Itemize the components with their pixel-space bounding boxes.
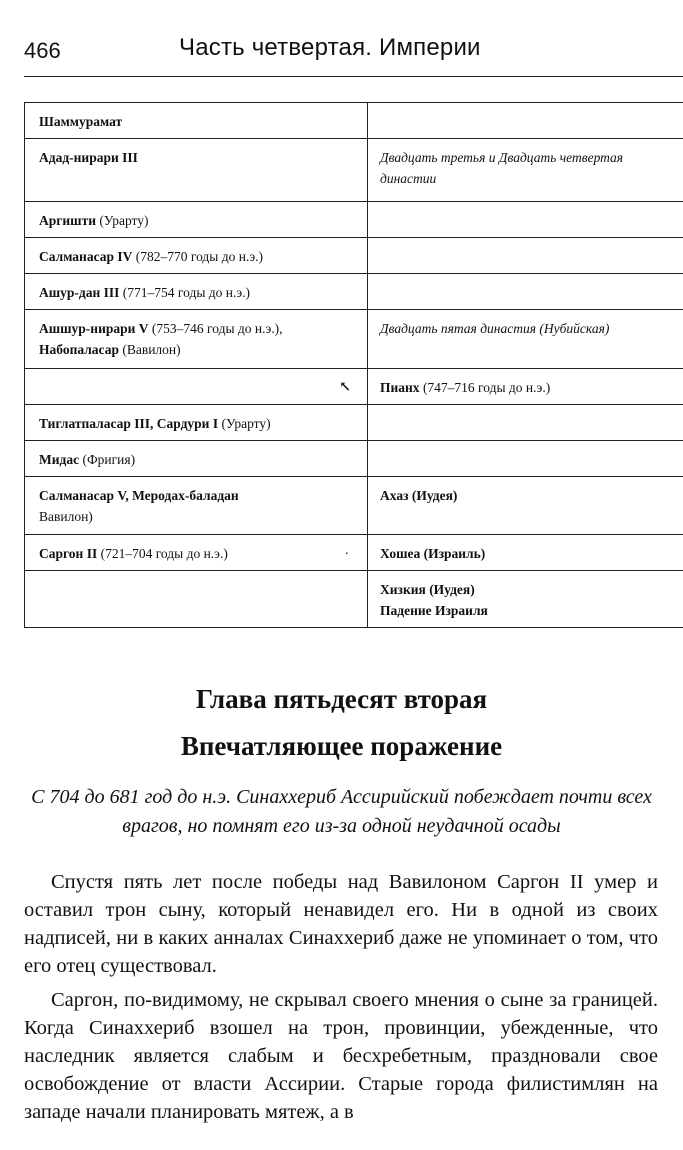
table-cell-left: Мидас (Фригия): [25, 441, 368, 477]
paragraph: Спустя пять лет после победы над Вавилоном Саргон II умер и оставил трон сыну, который ненавидел его. Ни в одной из своих надписей, ни в каких анналах Синаххериб даже не упоминает о том, что его отец существовал.: [24, 871, 658, 977]
page-header: [24, 30, 683, 77]
table-row: [25, 139, 683, 202]
table-cell-left: Ашшур-нирари V (753–746 годы до н.э.), Набопаласар (Вавилон): [25, 310, 368, 369]
table-row: [25, 441, 683, 477]
table-cell-right: [368, 441, 683, 477]
table-cell-left: [25, 369, 368, 405]
table-cell-left: Салманасар V, Меродах-баладан Вавилон): [25, 477, 368, 535]
table-row: [25, 571, 683, 628]
table-row: [25, 310, 683, 369]
paragraph: Саргон, по-видимому, не скрывал своего мнения о сыне за границей. Когда Синаххериб взошел на трон, провинции, убежденные, что наследник является слабым и бесхребетным, праздновали свое освобождение от власти Ассирии. Старые города филистимлян на западе начали планировать мятеж, а в: [24, 989, 658, 1123]
table-row: [25, 369, 683, 405]
dot-mark-icon: ·: [344, 546, 349, 561]
table-cell-right: Хошеа (Израиль): [368, 535, 683, 571]
table-cell-right: Двадцать пятая династия (Нубийская): [368, 310, 683, 369]
table-row: [25, 477, 683, 535]
table-cell-right: Пианх (747–716 годы до н.э.): [368, 369, 683, 405]
running-head: Часть четвертая. Империи: [179, 34, 481, 61]
table-row: [25, 274, 683, 310]
page-number: 466: [24, 38, 61, 63]
table-cell-right: [368, 405, 683, 441]
table-cell-left: Тиглатпаласар III, Сардури I (Урарту): [25, 405, 368, 441]
table-cell-left: Адад-нирари III: [25, 139, 368, 202]
table-row: [25, 405, 683, 441]
table-cell-left: Салманасар IV (782–770 годы до н.э.): [25, 238, 368, 274]
table-cell-left: Ашур-дан III (771–754 годы до н.э.): [25, 274, 368, 310]
table-cell-right: [368, 238, 683, 274]
table-cell-right: Хизкия (Иудея) Падение Израиля: [368, 571, 683, 628]
chapter-subtitle: С 704 до 681 год до н.э. Синаххериб Ассирийский побеждает почти всех врагов, но помнят его из-за одной неудачной осады: [31, 786, 652, 837]
table-cell-right: [368, 202, 683, 238]
table-cell-left: Шаммурамат: [25, 103, 368, 139]
table-row: [25, 535, 683, 571]
table-cell-right: [368, 274, 683, 310]
table-cell-left: Саргон II (721–704 годы до н.э.) ·: [25, 535, 368, 571]
table-cell-right: [368, 103, 683, 139]
table-cell-left: [25, 571, 368, 628]
chronology-table: [24, 102, 683, 628]
chapter-title-line1: Глава пятьдесят вторая: [195, 684, 488, 714]
table-cell-right: Ахаз (Иудея): [368, 477, 683, 535]
table-row: [25, 202, 683, 238]
table-cell-right: Двадцать третья и Двадцать четвертая династии: [368, 139, 683, 202]
arrow-mark-icon: ↖: [339, 380, 351, 395]
table-row: [25, 103, 683, 139]
body-text: [24, 868, 658, 1132]
table-row: [25, 238, 683, 274]
table-cell-left: Аргишти (Урарту): [25, 202, 368, 238]
chapter-title-line2: Впечатляющее поражение: [180, 731, 503, 761]
